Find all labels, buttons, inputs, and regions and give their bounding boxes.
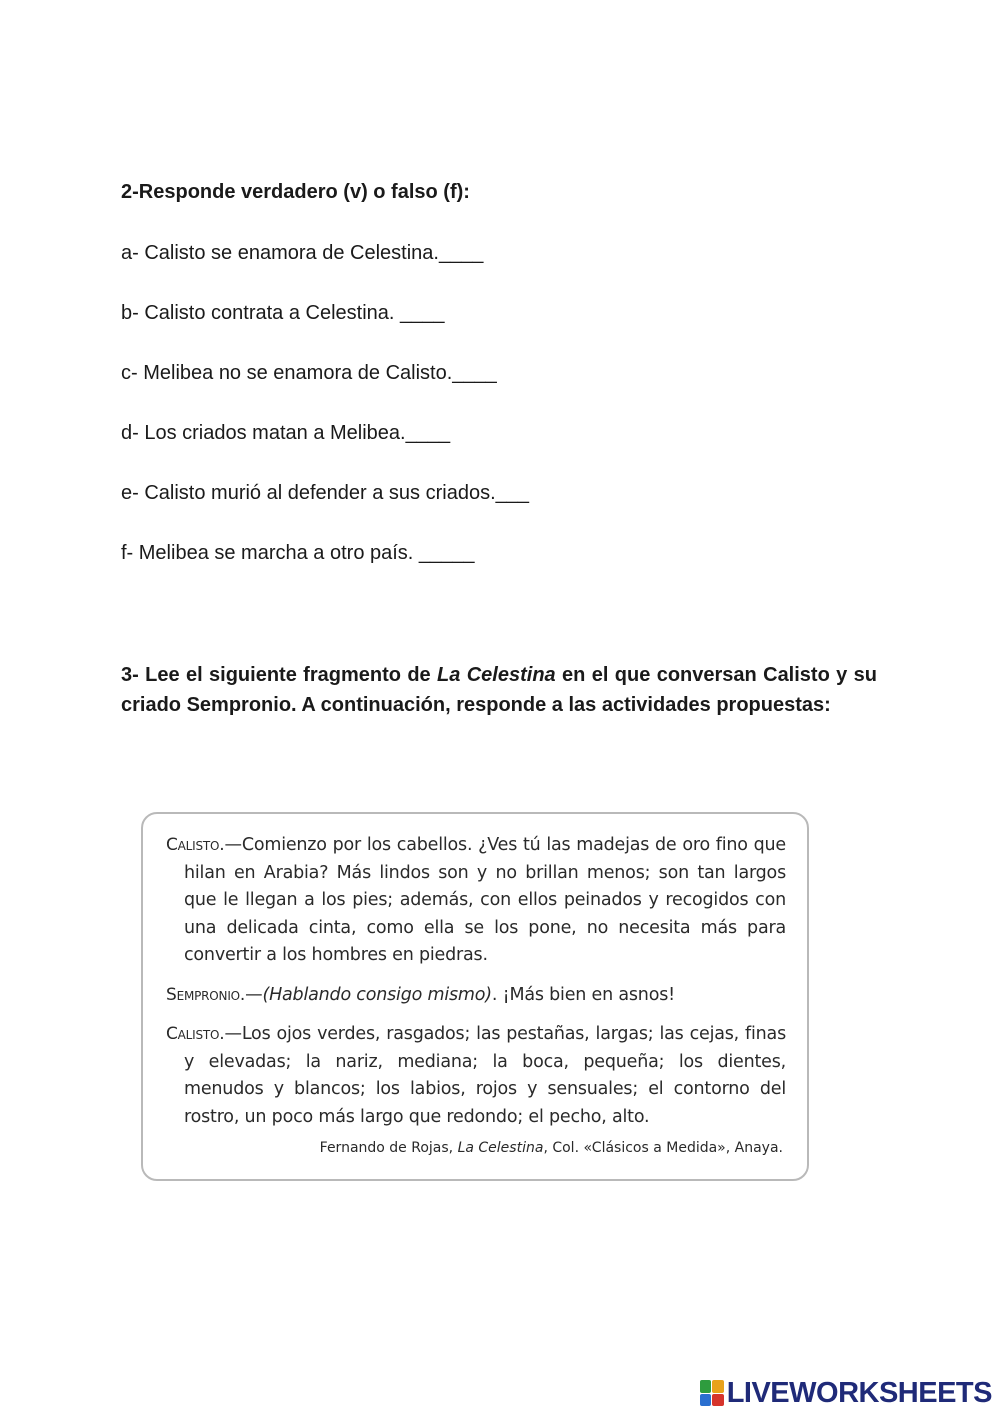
logo-square-red — [712, 1394, 724, 1407]
true-false-item-b: b- Calisto contrata a Celestina. ____ — [121, 302, 445, 324]
logo-square-blue — [700, 1394, 712, 1407]
text-fragment-box — [141, 812, 809, 1181]
source-collection: , Col. «Clásicos a Medida», Anaya. — [543, 1140, 783, 1156]
question-3-title — [121, 660, 877, 720]
fragment-source — [320, 1140, 783, 1156]
true-false-item-d: d- Los criados matan a Melibea.____ — [121, 422, 451, 444]
speaker-name: Calisto. — [166, 835, 225, 855]
brand-name: LIVEWORKSHEETS — [726, 1376, 992, 1409]
logo-square-green — [700, 1380, 712, 1393]
stage-direction: (Hablando consigo mismo) — [262, 984, 492, 1005]
liveworksheets-brand — [700, 1376, 992, 1410]
question-3-title-start: 3- Lee el siguiente fragmento de — [121, 664, 438, 686]
dialogue-dash: — — [245, 984, 263, 1005]
logo-square-orange — [712, 1380, 724, 1393]
true-false-item-f: f- Melibea se marcha a otro país. _____ — [121, 542, 475, 564]
question-3-title-work: La Celestina — [437, 664, 556, 686]
speaker-name: Calisto. — [166, 1024, 225, 1044]
dialogue-text: —Los ojos verdes, rasgados; las pestañas, largas; las cejas, finas y elevadas; la nariz, mediana; la boca, pequeña; los dientes, menudos y blancos; los labios, rojos y sensuales; el contorno del rostro, un poco más largo que redondo; el pecho, alto. — [184, 1024, 786, 1127]
fragment-paragraph-3 — [166, 1021, 786, 1131]
liveworksheets-logo-icon — [700, 1380, 724, 1406]
fragment-paragraph-1 — [166, 832, 786, 970]
true-false-item-c: c- Melibea no se enamora de Calisto.____ — [121, 362, 497, 384]
text-fragment — [166, 832, 786, 1143]
true-false-list — [121, 241, 529, 601]
question-2-title: 2-Responde verdadero (v) o falso (f): — [121, 181, 470, 203]
dialogue-text: . ¡Más bien en asnos! — [491, 984, 675, 1005]
question-3-title-end: en el que conversan Calisto y su criado Sempronio. A continuación, responde a las actividades propuestas: — [121, 664, 877, 716]
dialogue-text: —Comienzo por los cabellos. ¿Ves tú las madejas de oro fino que hilan en Arabia? Más lindos son y no brillan menos; son tan largos que le llegan a los pies; además, con ellos peinados y recogidos con una delicada cinta, como ella se los pone, no necesita más para convertir a los hombres en piedras. — [184, 835, 786, 965]
speaker-name: Sempronio. — [166, 984, 246, 1005]
source-work: La Celestina — [457, 1140, 544, 1156]
true-false-item-e: e- Calisto murió al defender a sus criados.___ — [121, 482, 529, 504]
true-false-item-a: a- Calisto se enamora de Celestina.____ — [121, 242, 484, 264]
source-author: Fernando de Rojas, — [319, 1140, 458, 1156]
fragment-paragraph-2 — [166, 982, 786, 1010]
